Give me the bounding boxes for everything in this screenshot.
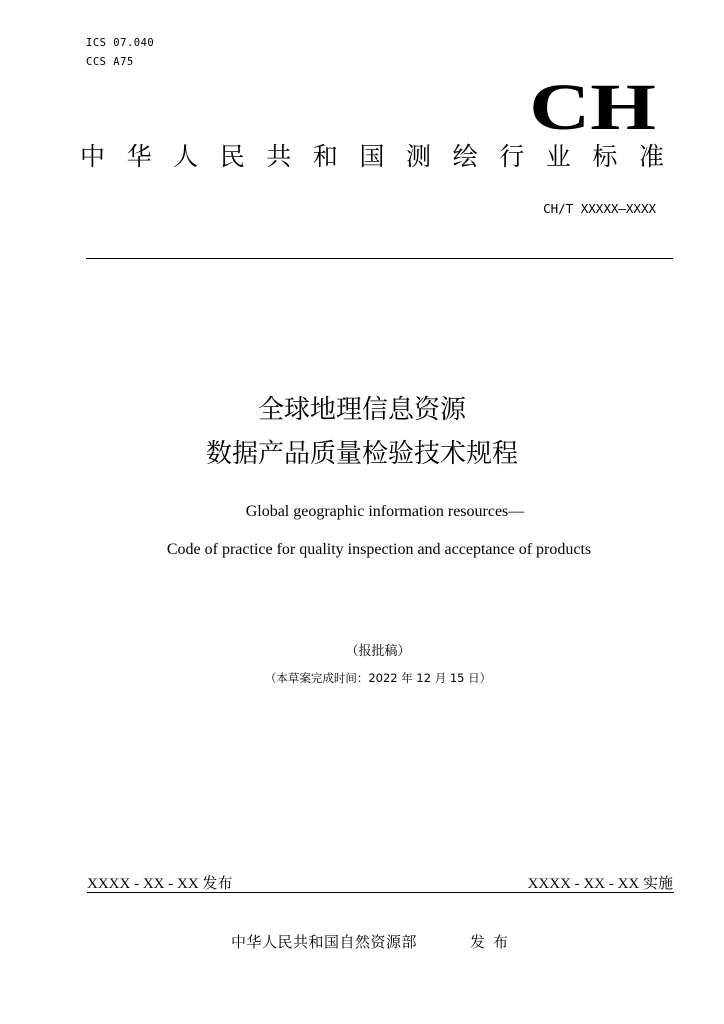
standard-type-char: 行 — [499, 142, 525, 171]
standard-type-char: 和 — [312, 142, 338, 171]
ics-code: ICS 07.040 — [86, 37, 155, 49]
standard-type-char: 华 — [126, 142, 152, 171]
standard-type-char: 绘 — [452, 142, 478, 171]
ch-logo: CH — [529, 71, 656, 144]
title-zh-line2: 数据产品质量检验技术规程 — [205, 439, 518, 469]
standard-type-char: 国 — [359, 142, 385, 171]
footer-divider — [87, 892, 674, 893]
publisher: 中华人民共和国自然资源部 — [231, 933, 418, 951]
standard-type-heading — [80, 141, 664, 173]
standard-type-char: 业 — [545, 142, 571, 171]
ccs-code: CCS A75 — [86, 56, 134, 68]
standard-code: CH/T XXXXX—XXXX — [543, 201, 656, 216]
standard-type-char: 中 — [80, 142, 106, 171]
standard-type-char: 人 — [173, 142, 199, 171]
standard-type-char: 标 — [592, 142, 618, 171]
issue-date: XXXX - XX - XX 发布 — [87, 876, 233, 892]
draft-completion-date: （本草案完成时间：2022 年 12 月 15 日） — [264, 671, 492, 685]
publish-label: 发布 — [470, 933, 517, 951]
title-en-line2: Code of practice for quality inspection and acceptance of products — [166, 541, 592, 558]
standard-type-char: 测 — [406, 142, 432, 171]
title-en-line1: Global geographic information resources— — [245, 503, 525, 520]
title-zh-line1: 全球地理信息资源 — [257, 395, 466, 425]
standard-type-char: 共 — [266, 142, 292, 171]
draft-status: （报批稿） — [345, 644, 411, 659]
header-divider — [86, 258, 673, 259]
standard-type-char: 民 — [219, 142, 245, 171]
implementation-date: XXXX - XX - XX 实施 — [527, 876, 673, 892]
standard-type-char: 准 — [638, 142, 664, 171]
